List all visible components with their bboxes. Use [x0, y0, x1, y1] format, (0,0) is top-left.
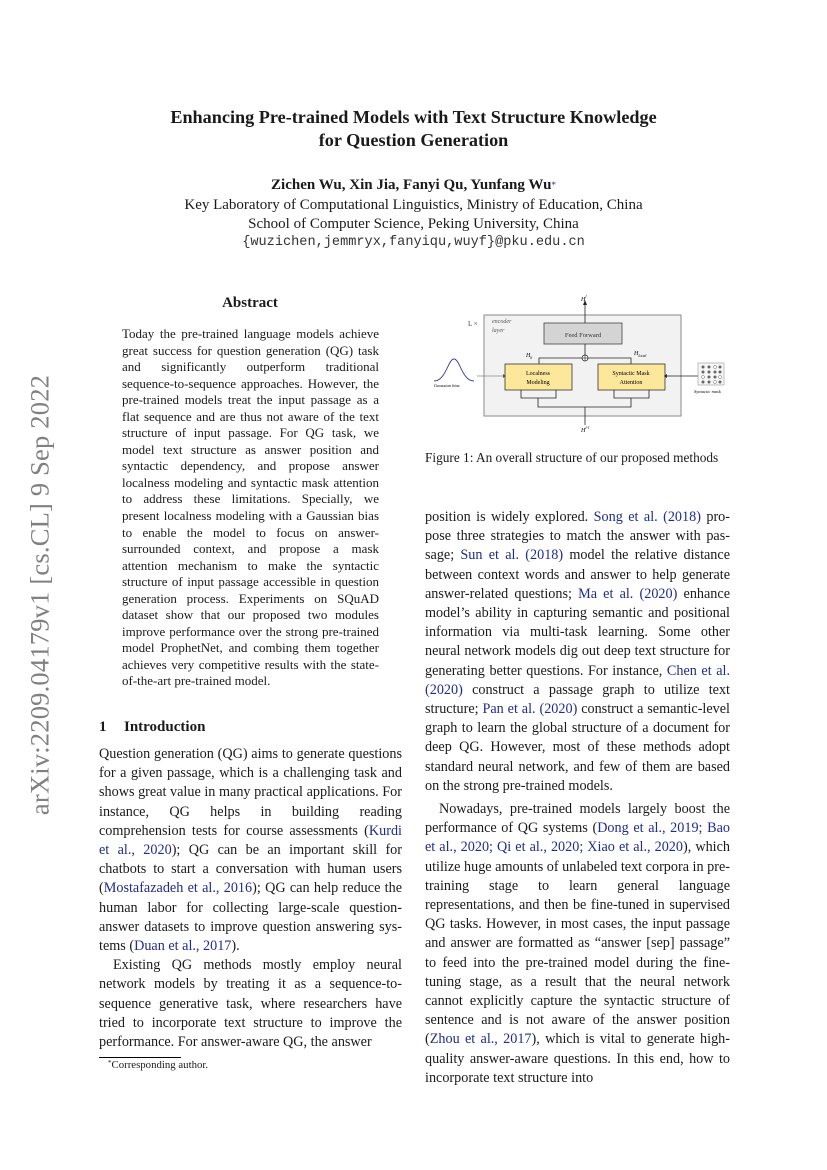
title-line-1: Enhancing Pre-trained Models with Text Structure Knowledge	[170, 107, 657, 127]
svg-text:layer: layer	[492, 328, 505, 334]
abstract-heading: Abstract	[222, 295, 278, 311]
affiliation-1: Key Laboratory of Computational Linguistics, Ministry of Education, China	[184, 197, 643, 213]
text: model the relative distance between context words and answer to help generate answer-related questions;	[425, 547, 730, 602]
section-title: Introduction	[124, 719, 206, 735]
citation-link[interactable]: Dong et al., 2019; Bao et al., 2020; Qi et al., 2020; Xiao et al., 2020	[425, 820, 730, 856]
text: ), which is vital to generate high-quality answer-aware questions. In this end, how to incorporate text structure into	[425, 1031, 730, 1086]
svg-text:Modeling: Modeling	[526, 380, 550, 386]
corresponding-author-mark[interactable]: *	[551, 180, 556, 190]
text: position is widely explored.	[425, 509, 594, 525]
gaussian-bias-icon	[434, 359, 474, 381]
citation-link[interactable]: Mostafazadeh et al., 2016	[103, 880, 253, 897]
text: ); QG can help reduce the human labor for collecting large-scale question-answer datasets to improve question answering systems (	[99, 880, 402, 955]
svg-text:encoder: encoder	[492, 319, 512, 325]
svg-text:Hl-1: $H^{l-1}$	[581, 425, 590, 434]
author-emails: {wuzichen,jemmryx,fanyiqu,wuyf}@pku.edu.cn	[242, 235, 585, 250]
svg-text:Syntactic Mask: Syntactic Mask	[612, 371, 650, 377]
text: enhance model’s ability in capturing semantic and positional information via multi-task learning. Some other neural network models dig out deep text structure for generating better questions. For instance,	[425, 585, 730, 679]
footnote-rule	[99, 1057, 181, 1058]
citation-link[interactable]: Song et al. (2018)	[593, 509, 701, 525]
authors: Zichen Wu, Xin Jia, Fanyi Qu, Yunfang Wu	[271, 177, 552, 193]
text: construct a passage graph to utilize text structure;	[425, 681, 730, 718]
title-line-2: for Question Generation	[318, 130, 509, 150]
svg-text:L ×: L ×	[468, 320, 478, 328]
svg-text:Hl: $H^l$	[581, 295, 587, 303]
citation-link[interactable]: Duan et al., 2017	[134, 938, 232, 955]
text: propose three strategies to match the answer with passage;	[425, 509, 730, 564]
footnote-mark: *	[108, 1059, 112, 1067]
intro-paragraph-2: Existing QG methods mostly employ neural network models by treating it as a sequence-to-sequence generative task, where researchers have tried to incorporate text structure to improve the performance. For answer-aware QG, the answer	[99, 957, 402, 1051]
intro-paragraph-4	[425, 800, 730, 1088]
text: ), which utilize huge amounts of unlabeled text corpora in pre-training stage to learn general language representations, and then be fine-tuned in supervised QG tasks. However, in most cases, the input passage and answer are formatted as “answer [sep] passage” to feed into the pre-trained model during the fine-tuning stage, as a result that the neural network cannot explicitly capture the syntactic structure of sentence and is not aware of the answer position (	[425, 839, 730, 1048]
svg-text:Attention: Attention	[619, 380, 643, 386]
arxiv-id: arXiv:2209.04179v1 [cs.CL] 9 Sep 2022	[24, 374, 55, 816]
author-list	[0, 175, 827, 195]
figure-1-diagram	[430, 295, 730, 435]
syntactic-mask-attention-box	[598, 364, 665, 390]
intro-paragraph-1	[99, 745, 402, 1052]
abstract-text: Today the pre-trained language models achieve great success for question generation (QG) task and significantly outperform traditional sequence-to-sequence approaches. However, the pre-trained models treat the input passage as a flat sequence and are thus not aware of the text structure of input passage. For QG task, we model text structure as answer position and syntactic dependency, and propose answer localness modeling and syntactic mask attention to address these limitations. Specially, we present localness modeling with a Gaussian bias to enable the model to focus on answer-surrounded context, and propose a mask attention mechanism to make the syntactic structure of input passage accessible in question generation process. Experiments on SQuAD dataset show that our proposed two modules improve performance over the strong pre-trained model ProphetNet, and combing them together achieves very competitive results with the state-of-the-art pre-trained model.	[122, 326, 379, 689]
text: Question generation (QG) aims to generate questions for a given passage, which is a challenging task and shows great value in many practical applications. For instance, QG helps in building reading comprehension tests for course assessments (	[99, 746, 402, 839]
text: ).	[231, 938, 240, 955]
citation-link[interactable]: Ma et al. (2020)	[578, 585, 678, 602]
citation-link[interactable]: Zhou et al., 2017	[429, 1031, 532, 1048]
citation-link[interactable]: Sun et al. (2018)	[460, 547, 564, 564]
svg-text:Hk: $H_k$	[526, 353, 533, 360]
affiliation-2: School of Computer Science, Peking University, China	[248, 216, 579, 232]
svg-text:Syntactic mask: Syntactic mask	[694, 389, 721, 394]
footnote-text: Corresponding author.	[111, 1059, 209, 1071]
figure-1-caption: Figure 1: An overall structure of our proposed methods	[425, 450, 719, 465]
footnote	[108, 1059, 208, 1071]
svg-text:Gaussian bias: Gaussian bias	[434, 383, 460, 388]
intro-paragraph-3	[425, 508, 730, 1088]
text: ); QG can be an important skill for chatbots to start a conversation with human users (	[99, 842, 403, 897]
citation-link[interactable]: Pan et al. (2020)	[482, 701, 578, 718]
svg-text:Hlocal: $H_{local}$	[634, 351, 647, 358]
paper-title	[0, 106, 827, 152]
section-number: 1	[99, 719, 107, 735]
citation-link[interactable]: Chen et al. (2020)	[425, 662, 730, 698]
svg-text:Feed Forward: Feed Forward	[564, 332, 602, 339]
arxiv-sidebar-stamp	[20, 370, 60, 820]
svg-text:Localness: Localness	[526, 371, 550, 377]
section-heading-introduction	[99, 719, 205, 736]
text: construct a semantic-level graph to learn the global structure of a document for deep QG. However, most of these methods adopt standard neural network, and few of them are based on the strong pre-trained models.	[425, 701, 730, 794]
localness-modeling-box	[505, 364, 572, 390]
text: Nowadays, pre-trained models largely boost the performance of QG systems (	[425, 801, 730, 837]
citation-link[interactable]: Kurdi et al., 2020	[99, 822, 402, 859]
